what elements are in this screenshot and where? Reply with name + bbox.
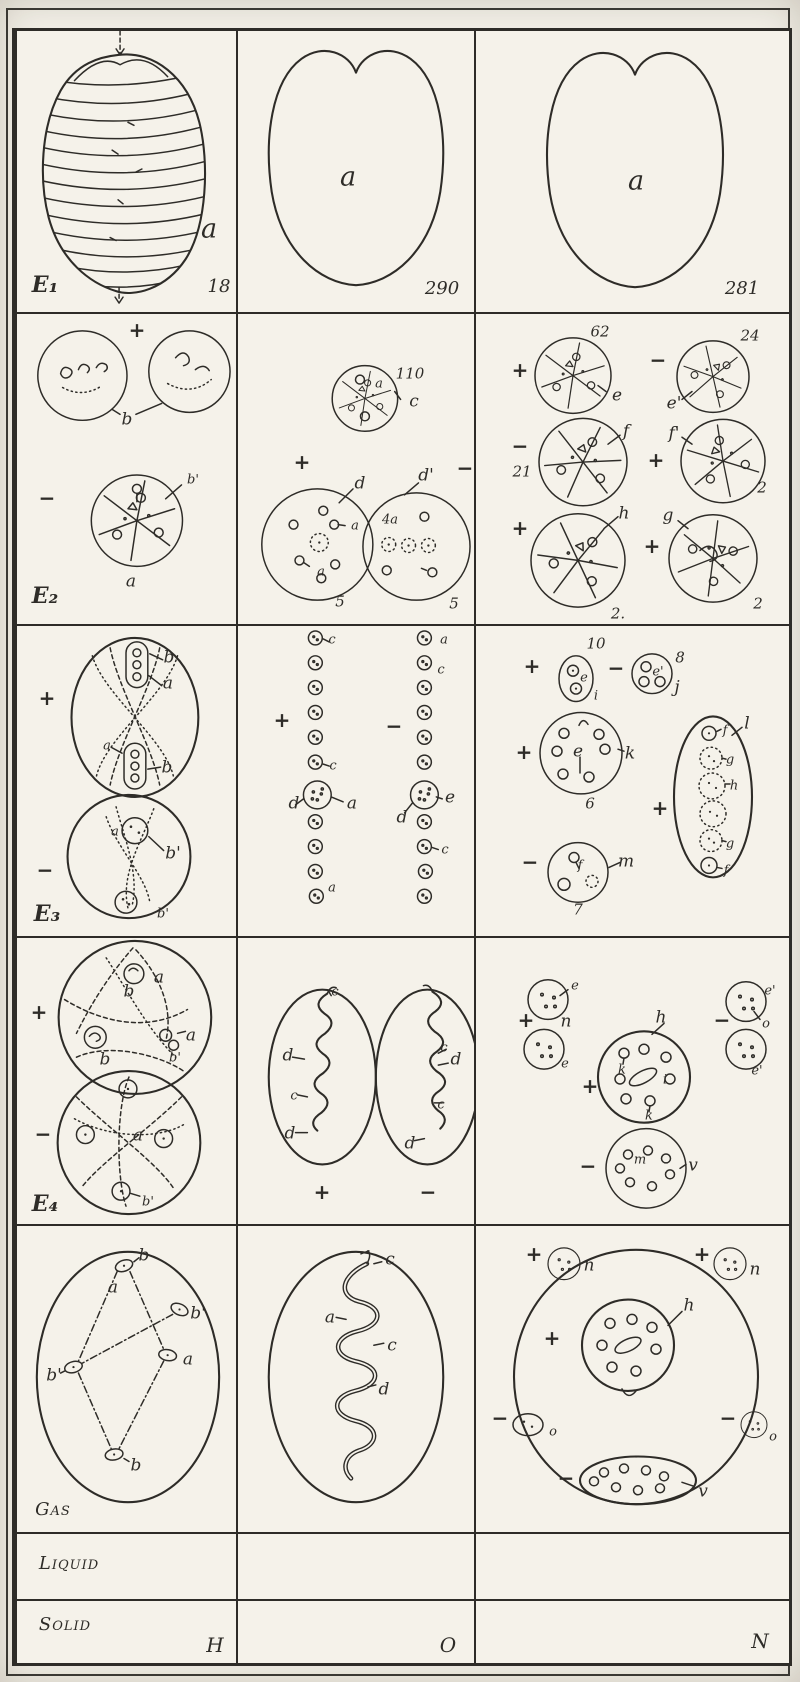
diagram-label: e'	[652, 664, 664, 680]
cell-e4-oxygen	[238, 938, 476, 1226]
cell-e2-nitrogen	[476, 314, 789, 626]
diagram-label: +	[128, 318, 146, 342]
diagram-label: a	[200, 213, 218, 245]
diagram-label: i	[662, 1072, 668, 1088]
diagram-label: c	[331, 984, 339, 1000]
diagram-label: 8	[675, 648, 685, 667]
diagram-label: m	[633, 1152, 647, 1168]
diagram-label: g	[662, 505, 674, 526]
diagram-label: a	[328, 880, 336, 896]
diagram-label: c	[441, 842, 449, 858]
cell-liquid-oxygen	[238, 1534, 476, 1601]
diagram-label: c	[329, 758, 337, 774]
diagram-label: b	[138, 1245, 150, 1266]
diagram-label: d'	[418, 465, 434, 486]
diagram-label: c	[440, 1040, 448, 1056]
diagram-label: −	[385, 714, 403, 738]
diagram-label: e	[444, 787, 456, 808]
diagram-label: i	[593, 688, 599, 704]
diagram-label: +	[515, 740, 533, 764]
diagram-label: e	[561, 1056, 569, 1072]
diagram-label: 7	[573, 900, 583, 919]
diagram-label: +	[293, 450, 311, 474]
diagram-label: +	[313, 1180, 331, 1204]
diagram-label: d	[288, 793, 300, 814]
diagram-label: c	[437, 1097, 445, 1113]
diagram-label: c	[437, 662, 445, 678]
cell-e1-oxygen	[238, 31, 476, 314]
cell-liquid-hydrogen	[17, 1534, 238, 1601]
diagram-label: 6	[585, 794, 595, 813]
diagram-label: d	[378, 1379, 390, 1400]
diagram-label: 24	[740, 326, 760, 345]
diagram-label: e'	[751, 1063, 763, 1079]
diagram-label: b'	[169, 1050, 181, 1066]
diagram-label: a	[375, 376, 383, 392]
diagram-label: e	[572, 741, 584, 762]
diagram-label: d	[354, 473, 366, 494]
diagram-label: c	[385, 1249, 395, 1270]
diagram-label: n	[560, 1011, 572, 1032]
column-label-o: O	[439, 1633, 457, 1657]
diagram-label: 2	[757, 478, 767, 497]
cell-e2-oxygen	[238, 314, 476, 626]
diagram-label: 62	[590, 322, 610, 341]
diagram-label: b'	[142, 1194, 154, 1210]
diagram-label: e	[580, 670, 588, 686]
diagram-label: a	[440, 632, 448, 648]
diagram-label: +	[273, 708, 291, 732]
row-label-liquid: Liquid	[38, 1553, 100, 1574]
diagram-label: +	[543, 1326, 561, 1350]
diagram-label: f	[577, 858, 583, 874]
cell-liquid-nitrogen	[476, 1534, 789, 1601]
diagram-label: a	[324, 1307, 336, 1328]
cell-e1-hydrogen	[17, 31, 238, 314]
diagram-label: b	[99, 1049, 111, 1070]
diagram-label: h	[618, 503, 630, 524]
diagram-label: 4a	[381, 512, 399, 528]
column-label-n: N	[751, 1629, 769, 1653]
diagram-label: a	[339, 161, 357, 193]
diagram-label: b	[123, 981, 135, 1002]
diagram-label: 10	[586, 634, 606, 653]
cell-gas-hydrogen	[17, 1226, 238, 1534]
diagram-label: −	[419, 1180, 437, 1204]
diagram-label: 2	[753, 594, 763, 613]
diagram-label: +	[523, 654, 541, 678]
diagram-label: e	[611, 385, 623, 406]
cell-e2-hydrogen	[17, 314, 238, 626]
diagram-label: 5	[449, 594, 459, 613]
diagram-label: d	[282, 1045, 294, 1066]
diagram-label: b'	[165, 843, 181, 864]
diagram-label: l	[744, 713, 750, 734]
diagram-label: −	[34, 1122, 52, 1146]
diagram-label: f	[722, 723, 728, 739]
figure-number-290: 290	[424, 278, 460, 299]
diagram-label: −	[579, 1154, 597, 1178]
diagram-label: b'	[190, 1303, 206, 1324]
diagram-label: c	[409, 391, 419, 412]
diagram-label: −	[36, 858, 54, 882]
diagram-label: d	[450, 1049, 462, 1070]
diagram-label: f	[622, 421, 630, 442]
diagram-label: h	[683, 1295, 695, 1316]
diagram-label: −	[521, 850, 539, 874]
diagram-label: c	[290, 1088, 298, 1104]
e3-h-drawing	[17, 626, 236, 936]
diagram-label: +	[38, 686, 56, 710]
diagram-label: +	[647, 448, 665, 472]
diagram-label: v	[698, 1481, 708, 1502]
column-label-h: H	[206, 1633, 224, 1657]
diagram-label: 110	[395, 364, 425, 383]
diagram-label: a	[107, 1277, 119, 1298]
diagram-label: 2.	[610, 604, 626, 623]
e2-o-drawing	[238, 314, 474, 624]
diagram-label: −	[649, 348, 667, 372]
diagram-label: o	[769, 1429, 777, 1445]
diagram-label: g	[725, 752, 735, 768]
diagram-label: e	[571, 978, 579, 994]
row-label-e1: E₁	[31, 272, 59, 298]
diagram-label: a	[346, 793, 358, 814]
diagram-label: −	[713, 1008, 731, 1032]
diagram-label: a	[162, 673, 174, 694]
diagram-label: e'	[666, 393, 682, 414]
cell-e3-hydrogen	[17, 626, 238, 938]
row-label-e4: E₄	[31, 1191, 59, 1217]
diagram-label: f	[723, 863, 729, 879]
diagram-label: c	[328, 632, 336, 648]
diagram-label: k	[624, 743, 636, 764]
diagram-label: a	[627, 165, 645, 197]
diagram-label: g	[725, 836, 735, 852]
diagram-label: 21	[512, 462, 532, 481]
diagram-label: b	[161, 757, 173, 778]
diagram-label: k	[645, 1108, 653, 1124]
row-label-e2: E₂	[31, 583, 59, 609]
row-label-solid: Solid	[38, 1614, 92, 1635]
diagram-label: m	[617, 851, 635, 872]
diagram-label: k	[618, 1062, 626, 1078]
diagram-label: 5	[335, 592, 345, 611]
diagram-label: −	[38, 486, 56, 510]
diagram-label: a	[132, 1125, 144, 1146]
diagram-label: h	[655, 1007, 667, 1028]
diagram-label: d	[404, 1133, 416, 1154]
diagram-label: −	[719, 1406, 737, 1430]
diagram-label: −	[607, 656, 625, 680]
row-label-e3: E₃	[33, 901, 61, 927]
diagram-label: n	[583, 1255, 595, 1276]
diagram-label: d	[284, 1123, 296, 1144]
e4-n-drawing	[476, 938, 789, 1224]
diagram-label: b'	[46, 1365, 62, 1386]
figure-number-281: 281	[724, 278, 760, 299]
cell-e1-nitrogen	[476, 31, 789, 314]
diagram-label: −	[491, 1406, 509, 1430]
diagram-label: d	[396, 807, 408, 828]
figure-number-18: 18	[207, 276, 231, 297]
diagram-label: +	[525, 1242, 543, 1266]
cell-solid-nitrogen	[476, 1601, 789, 1663]
row-label-gas: Gas	[35, 1499, 71, 1520]
diagram-label: +	[511, 516, 529, 540]
cell-solid-oxygen	[238, 1601, 476, 1663]
diagram-label: a	[125, 571, 137, 592]
diagram-label: o	[549, 1424, 557, 1440]
e1-h-coiled-atom-drawing	[17, 31, 236, 312]
diagram-label: +	[651, 796, 669, 820]
diagram-label: o	[762, 1016, 770, 1032]
diagram-label: a	[103, 738, 111, 754]
plate-outer-frame	[6, 8, 790, 1676]
diagram-label: a	[317, 564, 325, 580]
diagram-label: b'	[187, 472, 199, 488]
diagram-label: h	[729, 778, 739, 794]
cell-solid-hydrogen	[17, 1601, 238, 1663]
e4-o-drawing	[238, 938, 474, 1224]
diagram-label: n	[749, 1259, 761, 1280]
cell-e3-oxygen	[238, 626, 476, 938]
gas-o-drawing	[238, 1226, 474, 1532]
cell-e4-hydrogen	[17, 938, 238, 1226]
diagram-label: a	[185, 1025, 197, 1046]
cell-gas-oxygen	[238, 1226, 476, 1534]
diagram-label: a	[111, 824, 119, 840]
diagram-label: +	[643, 534, 661, 558]
plate-grid	[12, 28, 792, 1666]
gas-n-drawing	[476, 1226, 789, 1532]
diagram-label: −	[557, 1466, 575, 1490]
diagram-label: +	[511, 358, 529, 382]
diagram-label: −	[511, 434, 529, 458]
diagram-label: −	[456, 456, 474, 480]
diagram-label: f'	[668, 423, 680, 444]
diagram-label: v	[688, 1155, 698, 1176]
diagram-label: +	[30, 1000, 48, 1024]
diagram-label: c	[387, 1335, 397, 1356]
cell-e3-nitrogen	[476, 626, 789, 938]
diagram-label: b	[121, 409, 133, 430]
diagram-label: b	[130, 1455, 142, 1476]
diagram-label: a	[153, 967, 165, 988]
diagram-label: +	[517, 1008, 535, 1032]
cell-gas-nitrogen	[476, 1226, 789, 1534]
diagram-label: a	[182, 1349, 194, 1370]
diagram-label: b	[163, 647, 175, 668]
diagram-label: +	[581, 1074, 599, 1098]
diagram-label: +	[693, 1242, 711, 1266]
diagram-label: b'	[157, 906, 169, 922]
cell-e4-nitrogen	[476, 938, 789, 1226]
diagram-label: j	[674, 677, 680, 698]
diagram-label: a	[351, 518, 359, 534]
diagram-label: e'	[764, 983, 776, 999]
